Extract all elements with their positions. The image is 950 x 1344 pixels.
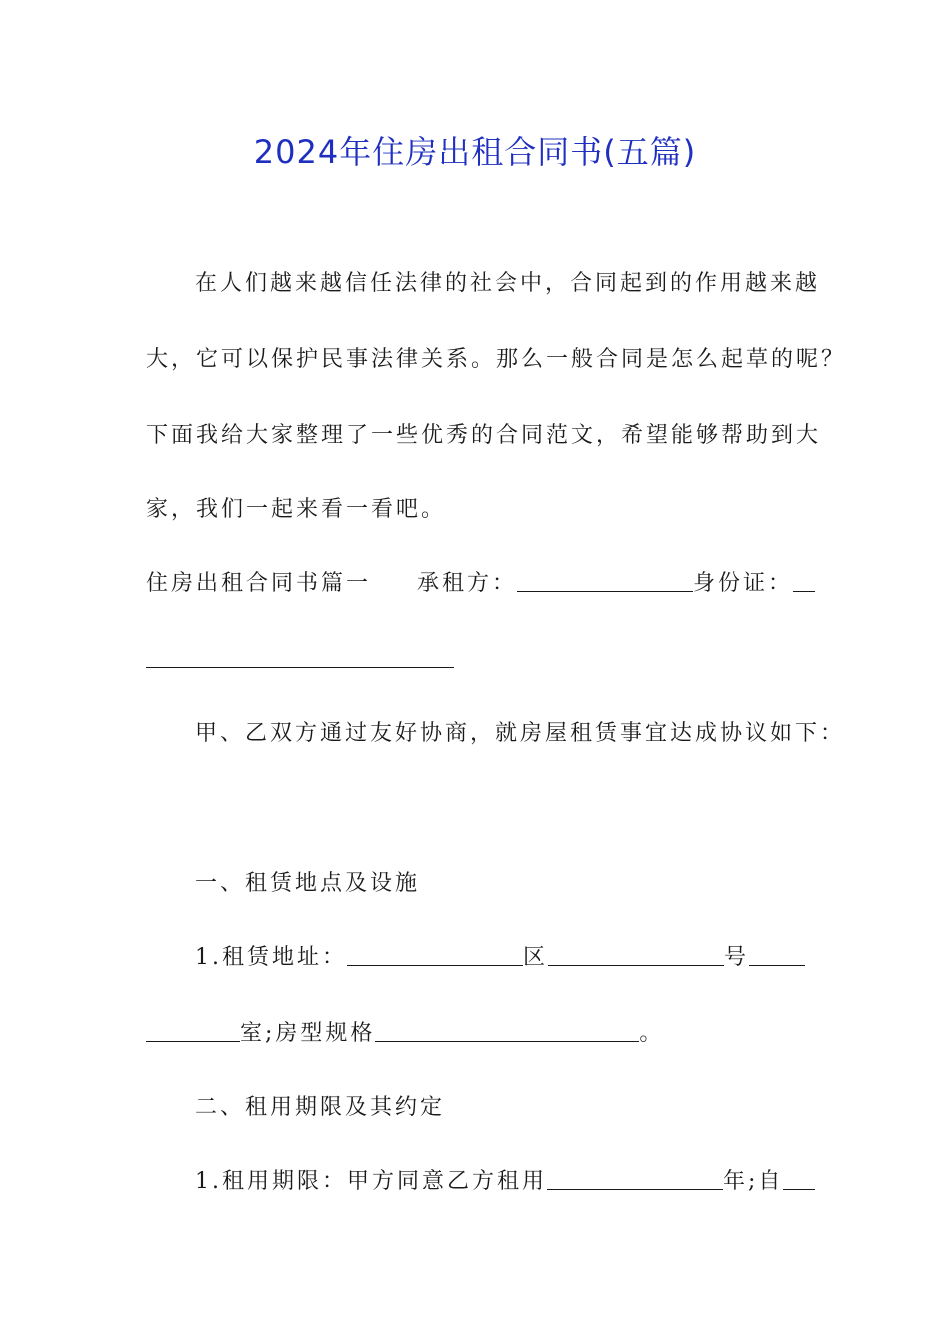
intro-line-2: 大，它可以保护民事法律关系。那么一般合同是怎么起草的呢？ [146,347,847,372]
number-blank [749,945,805,966]
year-label: 年;自 [723,1169,784,1194]
section-one-heading: 住房出租合同书篇一 [146,571,372,596]
clause1-heading: 一、租赁地点及设施 [195,871,421,896]
district-blank [548,945,724,966]
id-label: 身份证： [693,571,794,596]
clause1-item1-continued [146,1016,664,1052]
rental-period-label: 1.租用期限：甲方同意乙方租用 [195,1169,547,1194]
id-blank-row [146,642,454,678]
number-label: 号 [724,945,750,970]
clause1-item1 [195,940,805,976]
clause2-item1 [195,1164,815,1200]
district-label: 区 [523,945,549,970]
document-title: 2024年住房出租合同书(五篇) [253,133,697,171]
start-date-blank [783,1169,815,1190]
intro-line-3: 下面我给大家整理了一些优秀的合同范文，希望能够帮助到大 [146,423,822,448]
address-label: 1.租赁地址： [195,945,347,970]
lessee-blank [517,571,693,592]
id-blank-continued [146,647,454,668]
period-end: 。 [639,1021,665,1046]
room-blank [146,1021,240,1042]
id-blank-start [793,571,815,592]
years-blank [547,1169,723,1190]
room-label: 室;房型规格 [240,1021,376,1046]
agreement-line: 甲、乙双方通过友好协商，就房屋租赁事宜达成协议如下： [195,721,846,746]
clause2-heading: 二、租用期限及其约定 [195,1095,446,1120]
lessee-label: 承租方： [417,571,518,596]
address-blank [347,945,523,966]
intro-line-1: 在人们越来越信任法律的社会中，合同起到的作用越来越 [195,271,821,296]
section-one-row [146,566,815,602]
intro-line-4: 家，我们一起来看一看吧。 [146,497,447,522]
room-type-blank [375,1021,639,1042]
